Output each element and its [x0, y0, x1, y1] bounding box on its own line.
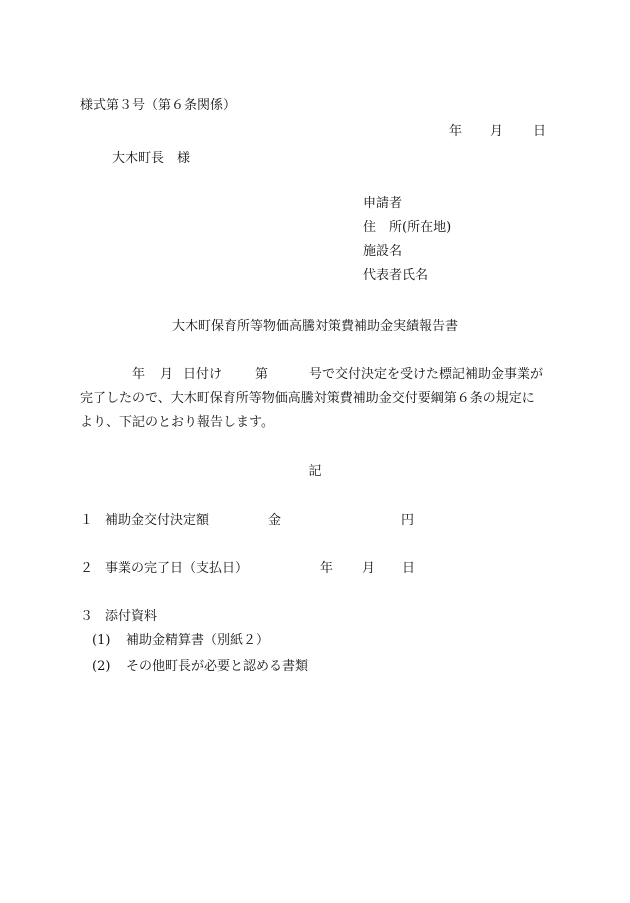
applicant-label: 申請者	[363, 196, 403, 211]
body-line-1-rest: 号で交付決定を受けた標記補助金事業が	[309, 367, 544, 382]
date-day: 日	[533, 124, 547, 139]
item-subsidy-amount	[80, 512, 420, 530]
applicant-facility: 施設名	[363, 244, 403, 259]
document-title: 大木町保育所等物価高騰対策費補助金実績報告書	[171, 319, 458, 334]
attachment-item	[92, 658, 332, 676]
item-completion-date	[80, 560, 420, 578]
body-number-prefix: 第	[255, 367, 269, 382]
item-3-label: 添付資料	[105, 609, 158, 624]
item-2-label: 事業の完了日（支払日）	[105, 561, 249, 576]
body-day-issued: 日付け	[183, 367, 223, 382]
body-year: 年	[132, 367, 146, 382]
item-1-label: 補助金交付決定額	[105, 513, 210, 528]
body-line-2: 完了したので、大木町保育所等物価高騰対策費補助金交付要綱第６条の規定に	[80, 391, 535, 406]
date-year: 年	[449, 124, 463, 139]
attachment-2-label: その他町長が必要と認める書類	[126, 659, 309, 674]
item-2-day: 日	[402, 561, 416, 576]
item-3-number: ３	[80, 609, 94, 624]
item-2-number: ２	[80, 561, 94, 576]
item-1-yen: 円	[401, 513, 415, 528]
applicant-address: 住 所(所在地)	[363, 220, 452, 235]
item-2-month: 月	[362, 561, 376, 576]
attachment-item	[92, 632, 312, 650]
applicant-representative: 代表者氏名	[363, 268, 429, 283]
body-month: 月	[160, 367, 174, 382]
item-attachments	[80, 608, 280, 626]
attachment-2-number: (2)	[92, 659, 111, 674]
item-1-kin: 金	[268, 513, 282, 528]
item-2-year: 年	[320, 561, 334, 576]
attachment-1-number: (1)	[92, 633, 111, 648]
item-1-number: １	[80, 513, 94, 528]
ki-heading: 記	[308, 464, 322, 479]
addressee: 大木町長 様	[112, 151, 191, 166]
date-month: 月	[490, 124, 504, 139]
attachment-1-label: 補助金精算書（別紙２）	[126, 633, 270, 648]
form-number: 様式第３号（第６条関係）	[80, 98, 237, 113]
body-line-3: より、下記のとおり報告します。	[80, 415, 274, 430]
